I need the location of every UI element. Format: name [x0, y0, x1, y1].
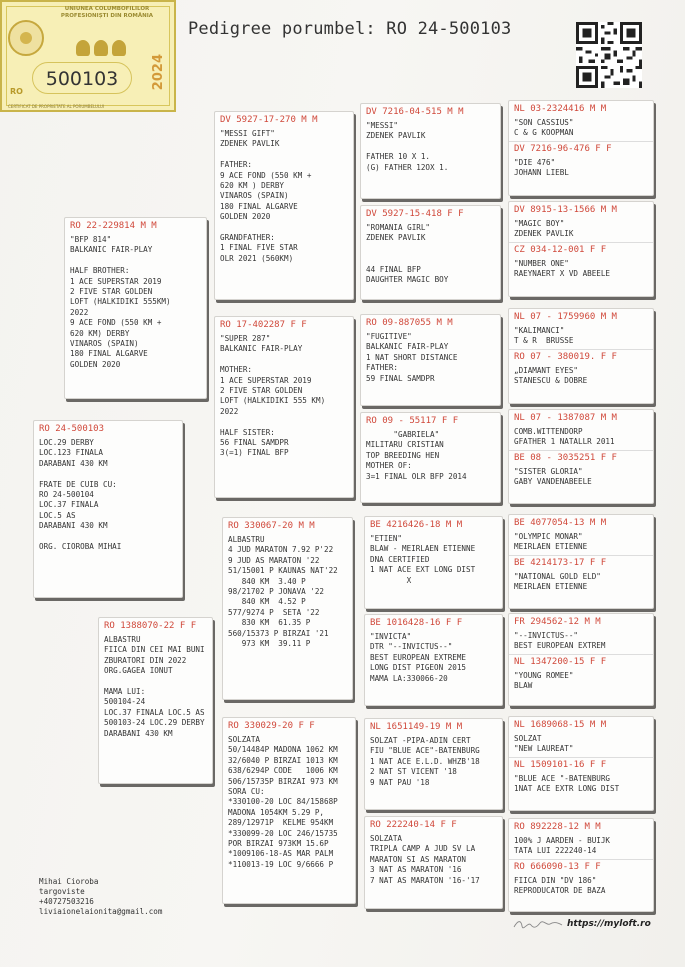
- pigeon-details: "NUMBER ONE" RAEYNAERT X VD ABEELE: [514, 258, 611, 279]
- pigeon-pair-card-1[interactable]: [508, 100, 654, 196]
- website-link[interactable]: https://myloft.ro: [567, 919, 651, 929]
- pigeon-card-sdd[interactable]: [360, 412, 501, 503]
- pigeon-details: "SUPER 287" BALKANIC FAIR-PLAY MOTHER: 1 ACE SUPERSTAR 2019 2 FIVE STAR GOLDEN LOFT (HALKIDIKI 555 KM) 2022 HALF SISTER: 56 FINAL SAMDPR 3(=1) FINAL BFP: [220, 334, 326, 458]
- pigeon-card-sss[interactable]: [360, 103, 501, 199]
- ring-number: RO 07 - 380019. F F: [514, 351, 617, 362]
- certificate-header: UNIUNEA COLUMBOFILILOR PROFESIONIȘTI DIN ROMÂNIA: [60, 6, 154, 19]
- ring-number: FR 294562-12 M M: [514, 617, 601, 627]
- ring-number: BE 08 - 3035251 F F: [514, 452, 617, 463]
- ring-number: DV 7216-96-476 F F: [514, 143, 612, 154]
- ring-number: DV 5927-17-270 M M: [220, 115, 318, 125]
- pigeon-details: "INVICTA" DTR "--INVICTUS--" BEST EUROPEAN EXTREME LONG DIST PIGEON 2015 MAMA LA:330066-20: [370, 632, 467, 683]
- pigeon-card-sds[interactable]: [360, 314, 501, 406]
- pigeon-details: "YOUNG ROMEE" BLAW: [514, 670, 574, 691]
- owner-contact: Mihai Cioroba targoviste +40727503216 liviaionelaionita@gmail.com: [39, 877, 163, 916]
- pigeon-card-ddd[interactable]: [364, 816, 503, 909]
- pigeon-details: "BLUE ACE "-BATENBURG 1NAT ACE EXTR LONG DIST: [514, 773, 620, 794]
- pigeon-details: SOLZAT "NEW LAUREAT": [514, 734, 574, 754]
- ring-number: BE 1016428-16 F F: [370, 618, 463, 628]
- pigeon-card-dss[interactable]: [364, 516, 503, 609]
- ring-number: BE 4216426-18 M M: [370, 520, 463, 530]
- ring-number: NL 1689068-15 M M: [514, 720, 607, 730]
- ring-number: NL 1651149-19 M M: [370, 722, 463, 732]
- ring-number: RO 09 - 55117 F F: [366, 416, 459, 426]
- pigeon-card-sire-dam[interactable]: [214, 316, 354, 498]
- ring-number: DV 8915-13-1566 M M: [514, 205, 617, 215]
- ownership-certificate: [0, 0, 176, 112]
- pigeon-pair-card-8[interactable]: [508, 818, 654, 912]
- ring-number: RO 666090-13 F F: [514, 861, 601, 872]
- ring-number: NL 03-2324416 M M: [514, 104, 607, 114]
- pigeons-logo-icon: [74, 38, 128, 58]
- pigeon-card-sire[interactable]: [64, 217, 207, 399]
- pigeon-pair-card-5[interactable]: [508, 514, 654, 609]
- pigeon-details: SOLZAT -PIPA-ADIN CERT FIU "BLUE ACE"-BATENBURG 1 NAT ACE E.L.D. WHZB'18 2 NAT ST VICENT '18 9 NAT PAU '18: [370, 736, 480, 787]
- ring-number: RO 222240-14 F F: [370, 820, 457, 830]
- pigeon-details: "SON CASSIUS" C & G KOOPMAN: [514, 118, 574, 138]
- ring-number: NL 1347200-15 F F: [514, 656, 607, 667]
- ring-number: RO 330067-20 M M: [228, 521, 315, 531]
- pigeon-card-dam-sire[interactable]: [222, 517, 353, 700]
- pigeon-details: „DIAMANT EYES" STANESCU & DOBRE: [514, 365, 588, 386]
- pigeon-details: "GABRIELA" MILITARU CRISTIAN TOP BREEDING HEN MOTHER OF: 3=1 FINAL OLR BFP 2014: [366, 430, 467, 481]
- pigeon-details: 100% J AARDEN - BUIJK TATA LUI 222240-14: [514, 836, 611, 856]
- pigeon-details: "OLYMPIC MONAR" MEIRLAEN ETIENNE: [514, 532, 588, 552]
- ring-number: RO 330029-20 F F: [228, 721, 315, 731]
- page-title: Pedigree porumbel: RO 24-500103: [188, 19, 512, 39]
- ring-number: BE 4214173-17 F F: [514, 557, 607, 568]
- ring-number: RO 22-229814 M M: [70, 221, 157, 231]
- ring-number: DV 7216-04-515 M M: [366, 107, 464, 117]
- pigeon-details: "MESSI GIFT" ZDENEK PAVLIK FATHER: 9 ACE FOND (550 KM + 620 KM ) DERBY VINAROS (SPAIN) 180 FINAL ALGARVE GOLDEN 2020 GRANDFATHER: 1 FINAL FIVE STAR OLR 2021 (560KM): [220, 129, 312, 263]
- ring-number: NL 1509101-16 F F: [514, 759, 607, 770]
- pigeon-details: SOLZATA TRIPLA CAMP A JUD SV LA MARATON SI AS MARATON 3 NAT AS MARATON '16 7 NAT AS MARATON '16-'17: [370, 834, 480, 885]
- pigeon-card-dds[interactable]: [364, 718, 503, 810]
- pigeon-card-dam[interactable]: [98, 617, 213, 784]
- ring-number: RO 1388070-22 F F: [104, 621, 197, 631]
- pigeon-details: "BFP 814" BALKANIC FAIR-PLAY HALF BROTHER: 1 ACE SUPERSTAR 2019 2 FIVE STAR GOLDEN LOFT (HALKIDIKI 555KM) 2022 9 ACE FOND (550 KM + 620 KM) DERBY VINAROS (SPAIN) 180 FINAL ALGARVE GOLDEN 2020: [70, 235, 171, 369]
- pigeon-details: SOLZATA 50/14484P MADONA 1062 KM 32/6040 P BIRZAI 1013 KM 638/6294P CODE 1006 KM 506/15735P BIRZAI 973 KM SORA CU: *330100-20 LOC 84/15868P MADONA 1054KM 5.29 P, 289/12971P KELME 954KM *330099-20 LOC 246/15735 POR BIRZAI 973KM 15.6P *1009106-18-AS MAR PALM *110013-19 LOC 9/6666 P: [228, 735, 338, 869]
- pigeon-details: "ROMANIA GIRL" ZDENEK PAVLIK 44 FINAL BFP DAUGHTER MAGIC BOY: [366, 223, 449, 285]
- pigeon-details: "DIE 476" JOHANN LIEBL: [514, 157, 569, 178]
- pigeon-pair-card-7[interactable]: [508, 716, 654, 811]
- pigeon-details: "--INVICTUS--" BEST EUROPEAN EXTREM: [514, 631, 606, 651]
- pigeon-details: ALBASTRU FIICA DIN CEI MAI BUNI ZBURATORI DIN 2022 ORG.GAGEA IONUT MAMA LUI: 500104-24 LOC.37 FINALA LOC.5 AS 500103-24 LOC.29 DERBY DARABANI 430 KM: [104, 635, 205, 738]
- pigeon-details: FIICA DIN "DV 186" REPRODUCATOR DE BAZA: [514, 875, 606, 896]
- pigeon-pair-card-6[interactable]: [508, 613, 654, 706]
- ring-number: BE 4077054-13 M M: [514, 518, 607, 528]
- pigeon-details: "NATIONAL GOLD ELD" MEIRLAEN ETIENNE: [514, 571, 601, 592]
- ring-number: RO 09-887055 M M: [366, 318, 453, 328]
- pigeon-details: "MESSI" ZDENEK PAVLIK FATHER 10 X 1. (G) FATHER 12OX 1.: [366, 121, 449, 172]
- pigeon-pair-card-3[interactable]: [508, 308, 654, 404]
- pigeon-card-sire-sire[interactable]: [214, 111, 354, 300]
- pigeon-details: COMB.WITTENDORP GFATHER 1 NATALLR 2011: [514, 427, 615, 447]
- pigeon-details: "KALIMANCI" T & R BRUSSE: [514, 326, 574, 346]
- pigeon-details: "SISTER GLORIA" GABY VANDENABEELE: [514, 466, 592, 487]
- ring-number: DV 5927-15-418 F F: [366, 209, 464, 219]
- ring-number: RO 24-500103: [39, 424, 105, 434]
- certificate-country: RO: [10, 87, 23, 96]
- ring-number: RO 17-402287 F F: [220, 320, 307, 330]
- union-emblem-icon: [8, 20, 44, 56]
- certificate-footer: CERTIFICAT DE PROPRIETATE AL PORUMBELULUI: [8, 104, 105, 109]
- ring-number: CZ 034-12-001 F F: [514, 244, 607, 255]
- pigeon-details: LOC.29 DERBY LOC.123 FINALA DARABANI 430 KM FRATE DE CUIB CU: RO 24-500104 LOC.37 FINALA LOC.5 AS DARABANI 430 KM ORG. CIOROBA MIHAI: [39, 438, 122, 552]
- ring-number: NL 07 - 1387087 M M: [514, 413, 617, 423]
- pigeon-details: "MAGIC BOY" ZDENEK PAVLIK: [514, 219, 574, 239]
- pigeon-pair-card-4[interactable]: [508, 409, 654, 504]
- pigeon-card-dam-dam[interactable]: [222, 717, 356, 904]
- pigeon-details: "FUGITIVE" BALKANIC FAIR-PLAY 1 NAT SHORT DISTANCE FATHER: 59 FINAL SAMDPR: [366, 332, 458, 383]
- signature-icon: [512, 918, 564, 930]
- ring-number: RO 892228-12 M M: [514, 822, 601, 832]
- certificate-year: 2024: [151, 54, 166, 91]
- pigeon-details: ALBASTRU 4 JUD MARATON 7.92 P'22 9 JUD AS MARATON '22 51/15001 P KAUNAS NAT'22 840 KM 3.40 P 98/21702 P JONAVA '22 840 KM 4.52 P 577/9274 P SETA '22 830 KM 61.35 P 560/15373 P BIRZAI '21 973 KM 39.11 P: [228, 535, 338, 649]
- ring-number: NL 07 - 1759960 M M: [514, 312, 617, 322]
- pigeon-card-main[interactable]: [33, 420, 183, 598]
- pigeon-pair-card-2[interactable]: [508, 201, 654, 297]
- pigeon-card-dsd[interactable]: [364, 614, 503, 706]
- qr-code-icon: [576, 22, 642, 88]
- pigeon-details: "ETIEN" BLAW - MEIRLAEN ETIENNE DNA CERTIFIED 1 NAT ACE EXT LONG DIST X: [370, 534, 476, 585]
- certificate-number: 500103: [32, 62, 132, 94]
- pigeon-card-ssd[interactable]: [360, 205, 501, 300]
